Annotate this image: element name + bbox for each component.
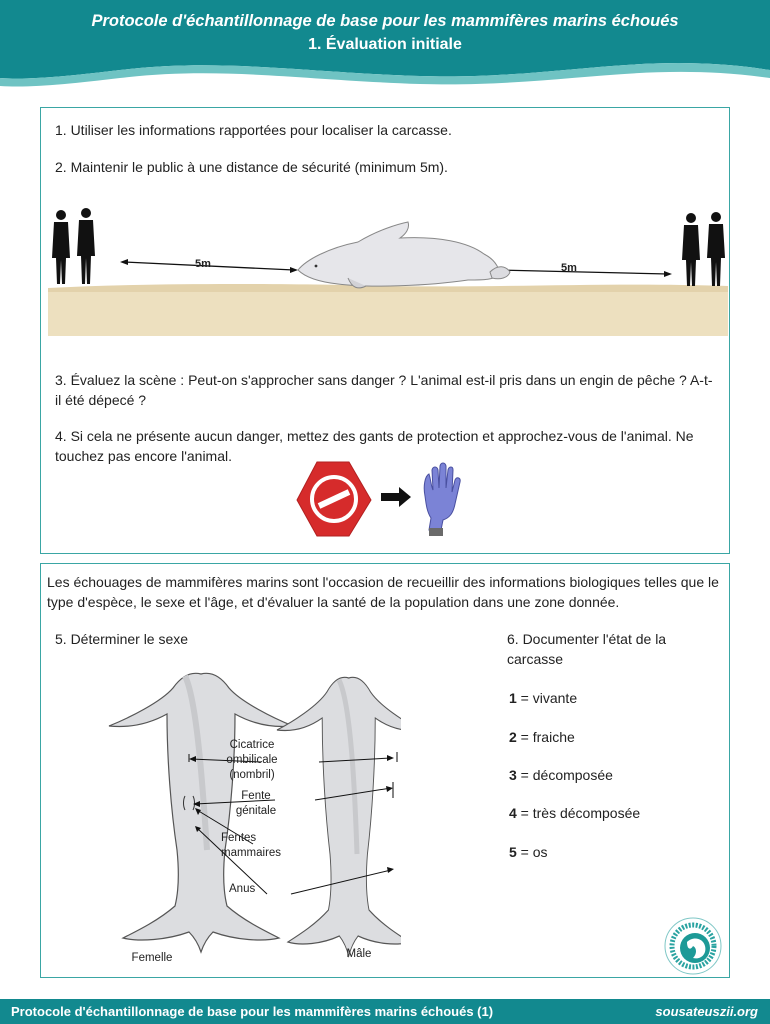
people-left-icon (52, 208, 95, 284)
male-dolphin-icon (277, 677, 401, 956)
umbilical-scar-label: Cicatrice ombilicale (nombril) (226, 739, 278, 781)
page-subtitle: 1. Évaluation initiale (308, 36, 462, 53)
carcass-state-2: 2 = fraiche (509, 729, 575, 745)
step-3-text: 3. Évaluez la scène : Peut-on s'approcher sans danger ? L'animal est-il pris dans un engin de pêche ? A-t-il été dépecé ? (55, 372, 713, 408)
distance-arrow-right-icon (493, 267, 672, 277)
carcass-state-3: 3 = décomposée (509, 767, 613, 783)
mammary-slits-label: Fentes mammaires (221, 832, 282, 859)
page-footer (0, 999, 770, 1024)
female-label: Femelle (131, 952, 173, 964)
carcass-state-1: 1 = vivante (509, 690, 578, 706)
footer-website-link[interactable]: sousateuszii.org (655, 1004, 758, 1019)
people-right-icon (682, 212, 725, 286)
step-4-text: 4. Si cela ne présente aucun danger, mettez des gants de protection et approchez-vous de l'animal. Ne touchez pas encore l'animal. (55, 428, 694, 464)
right-arrow-icon (381, 487, 411, 507)
carcass-state-4: 4 = très décomposée (509, 805, 641, 821)
stranded-dolphin-icon (298, 222, 510, 288)
organization-seal-logo (663, 916, 723, 976)
distance-label-right: 5m (561, 262, 577, 274)
beach-scene-illustration (48, 200, 728, 336)
protective-glove-icon (424, 463, 460, 536)
step-5-text: 5. Déterminer le sexe (55, 631, 189, 647)
page-title: Protocole d'échantillonnage de base pour les mammifères marins échoués (91, 12, 679, 30)
footer-document-title: Protocole d'échantillonnage de base pour les mammifères marins échoués (1) (11, 1004, 494, 1019)
male-label: Mâle (346, 948, 372, 960)
step-6-text: 6. Documenter l'état de la carcasse (507, 631, 667, 667)
biological-data-panel (40, 563, 730, 978)
initial-assessment-panel (40, 107, 730, 554)
carcass-state-5: 5 = os (509, 844, 548, 860)
distance-label-left: 5m (195, 258, 211, 270)
stop-then-gloves-illustration (295, 460, 465, 538)
step-1-text: 1. Utiliser les informations rapportées pour localiser la carcasse. (55, 122, 452, 138)
genital-slit-label: Fente génitale (235, 790, 277, 817)
intro-text: Les échouages de mammifères marins sont l'occasion de recueillir des informations biologiques telles que le type d'espèce, le sexe et l'âge, et d'évaluer la santé de la population dans une zone donnée. (47, 574, 719, 610)
page-header (0, 0, 770, 92)
step-2-text: 2. Maintenir le public à une distance de sécurité (minimum 5m). (55, 159, 448, 175)
anus-label: Anus (229, 883, 256, 895)
